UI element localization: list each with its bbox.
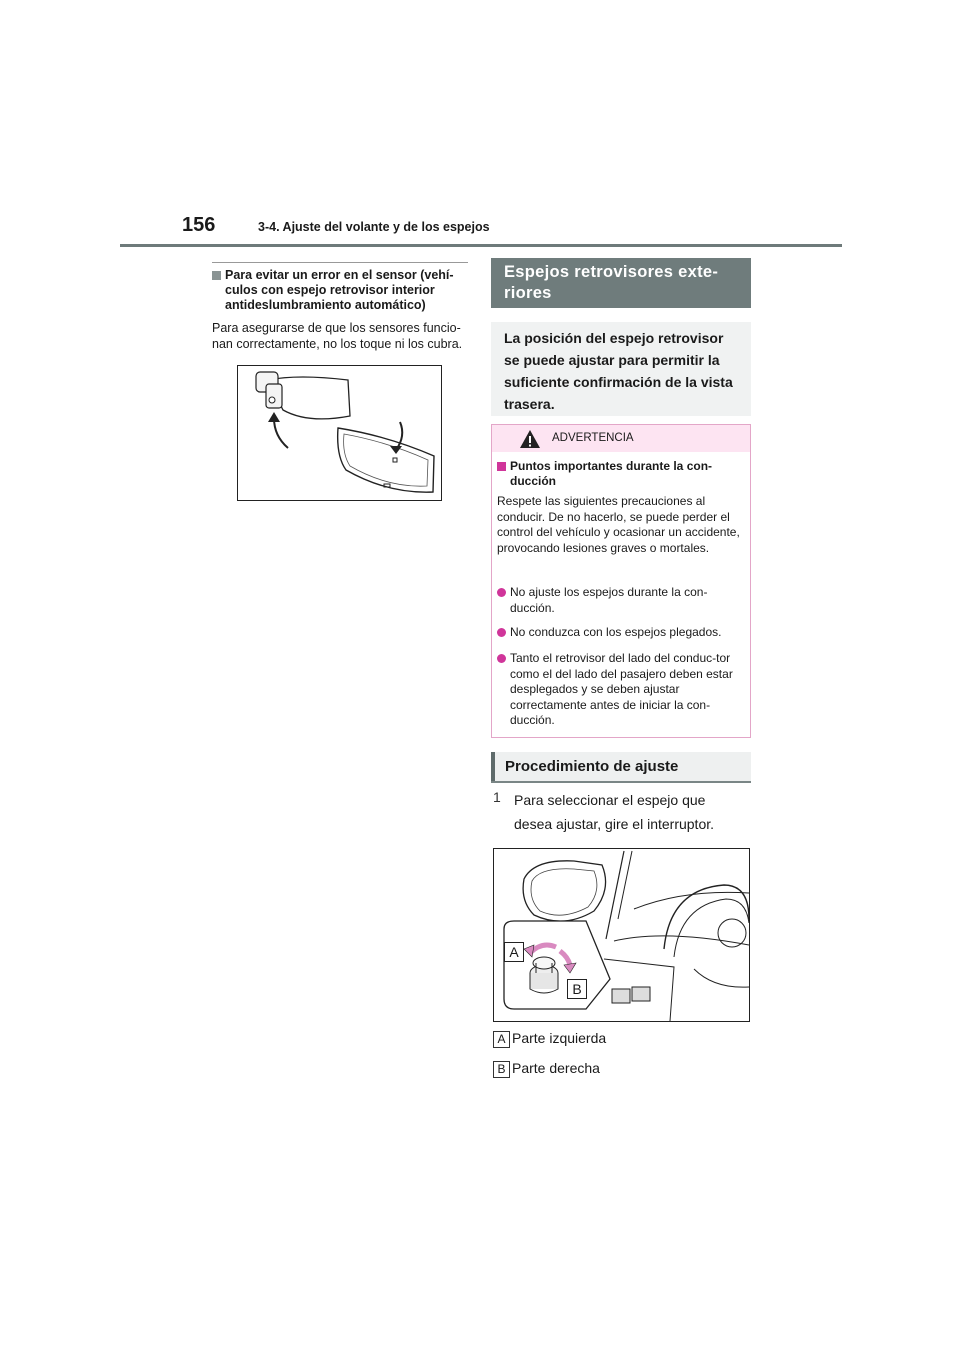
subhead-rule [212,262,468,263]
warning-bullet-text: No conduzca con los espejos plegados. [510,625,722,639]
callout-b-label: B [567,979,587,999]
procedure-title-band [491,752,751,783]
round-bullet-icon [497,588,506,597]
mirror-switch-figure [493,848,750,1022]
warning-bullet [497,585,745,616]
warning-bullet-text: Tanto el retrovisor del lado del conduc-tor como el del lado del pasajero deben estar desplegados y se deben ajustar correctamente antes de iniciar la con-ducción. [510,651,733,727]
inner-mirror-figure [237,365,442,501]
intro-box [491,322,751,416]
warning-bullet [497,625,745,641]
intro-text: La posición del espejo retrovisor se puede ajustar para permitir la suficiente confirmación de la vista trasera. [504,330,733,412]
square-bullet-icon [497,462,506,471]
procedure-title-bar [491,752,495,781]
warning-subhead-text: Puntos importantes durante la con-ducción [510,459,713,488]
legend-key: B [493,1061,510,1078]
callout-a-label: A [504,942,524,962]
chapter-title: 3-4. Ajuste del volante y de los espejos [258,220,490,234]
warning-subhead [497,459,742,489]
sensor-subhead [212,268,470,313]
sensor-subhead-text: Para evitar un error en el sensor (vehí-culos con espejo retrovisor interior antideslumbramiento automático) [225,268,454,312]
square-bullet-icon [212,271,221,280]
warning-bullet-text: No ajuste los espejos durante la con-ducción. [510,585,708,615]
legend-key: A [493,1031,510,1048]
warning-title: ADVERTENCIA [552,432,634,444]
inner-mirror-illustration [238,366,441,500]
section-title: Espejos retrovisores exte-riores [504,263,719,302]
step-text: Para seleccionar el espejo que desea ajustar, gire el interruptor. [514,792,715,832]
mirror-switch-illustration [494,849,749,1021]
sensor-body-text: Para asegurarse de que los sensores funcio-nan correctamente, no los toque ni los cubra. [212,321,463,351]
warning-bullet [497,651,745,729]
legend-label: Parte derecha [512,1060,600,1076]
header-rule [120,244,842,247]
warning-triangle-icon [519,429,541,449]
section-title-band [491,258,751,308]
round-bullet-icon [497,628,506,637]
warning-header [492,425,750,452]
round-bullet-icon [497,654,506,663]
step-number: 1 [493,789,501,805]
warning-box [491,424,751,738]
warning-body-text: Respete las siguientes precauciones al conducir. De no hacerlo, se puede perder el control del vehículo y ocasionar un accidente, provocando lesiones graves o mortales. [497,494,740,555]
procedure-title: Procedimiento de ajuste [505,758,679,775]
page-number: 156 [182,214,216,236]
legend-label: Parte izquierda [512,1030,607,1046]
